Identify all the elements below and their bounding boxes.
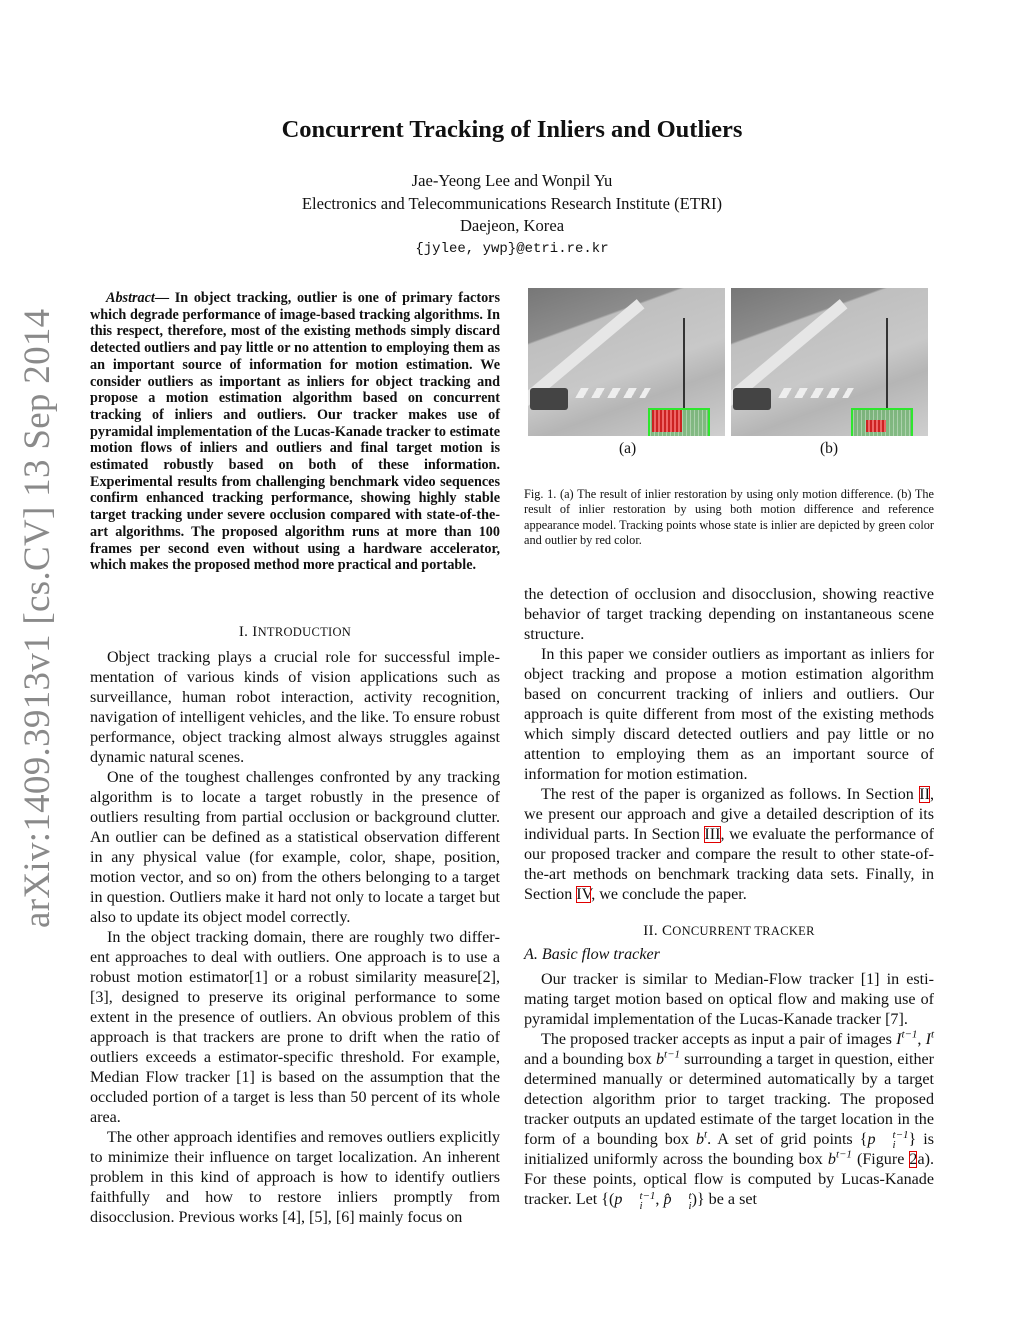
text-run: , (655, 1191, 664, 1209)
figure-1a-image (528, 288, 725, 436)
paragraph (90, 648, 500, 768)
math-symbol: $b^{t-1}$ (827, 1148, 852, 1169)
figure-label-b: (b) (820, 440, 839, 457)
affiliation: Electronics and Telecommunications Research Institute (ETRI) (301, 193, 723, 213)
text-run: , we conclude the paper. (591, 886, 747, 903)
cross-reference-link[interactable]: IV (576, 886, 592, 903)
paragraph (524, 585, 934, 645)
text-run: , we evaluate the performance of our proposed tracker and compare the result to other state-of-the-art methods on benchmark tracking data sets. Finally, in Section (524, 826, 934, 903)
math-symbol: p t−1 i (867, 1129, 909, 1152)
section-introduction (90, 622, 500, 1228)
paragraph (90, 1128, 500, 1228)
text-run: , (917, 1031, 926, 1048)
math-symbol: p t−1 i (614, 1189, 656, 1212)
right-column (524, 585, 934, 1211)
cross-reference-link[interactable]: 2 (909, 1151, 918, 1169)
text-run: (Figure (851, 1151, 910, 1169)
text-run: The other approach identifies and removes outliers explicitly to minimize their influence on target localization. An inherent problem in this kind of approach is how to identify outliers faithfully and how to restore inliers promptly from disocclusion. Previous works [4], [5], [6] mainly focus on (90, 1129, 500, 1226)
cross-reference-link[interactable]: III (704, 826, 721, 843)
figure-1 (528, 288, 932, 438)
paragraph (90, 928, 500, 1128)
text-run: Object tracking plays a crucial role for successful implementation of various kinds of vision applications such as surveillance, human robot interaction, activity recognition, navigation of intelligent vehicles, and the like. To ensure robust performance, object tracking almost always struggles against dynamic natural scenes. (90, 649, 500, 766)
paragraph (524, 645, 934, 785)
paper-title: Concurrent Tracking of Inliers and Outliers (281, 116, 743, 143)
math-symbol: $I^t$ (925, 1028, 935, 1048)
text-run: Our tracker is similar to Median-Flow tracker [1] in estimating target motion based on optical flow and making use of pyramidal implementation of the Lucas-Kanade tracker [7]. (524, 971, 934, 1028)
location: Daejeon, Korea (459, 216, 565, 235)
text-run: In this paper we consider outliers as important as inliers for object tracking and propose a motion estimation algorithm based on concurrent tracking of inliers and outliers. Our approach is quite different from most of the existing methods which simply discard detected outliers and pay little or no attention to employing them as an important source of information for motion estimation. (524, 646, 934, 783)
text-run: In the object tracking domain, there are roughly two different approaches to deal with outliers. One approach is to use a robust motion estimator[1] or a robust similarity measure[2], [3], designed to preserve its original performance to some extent in the presence of outliers. An obvious problem of this approach is that trackers are prone to drift when the ratio of outliers exceeds a estimator-specific threshold. For example, Median Flow tracker [1] is based on the assumption that the occluded portion of a target is less than 50 percent of its whole area. (90, 929, 500, 1126)
text-run: a). For these points, optical flow is computed by Lucas-Kanade tracker. Let {( (524, 1151, 934, 1209)
text-run: } is initialized uniformly across the bounding box (524, 1131, 934, 1169)
math-symbol: $b^t$ (695, 1128, 708, 1148)
paragraph (524, 1030, 934, 1211)
text-run: . A set of grid points { (707, 1131, 868, 1148)
cross-reference-link[interactable]: II (919, 786, 930, 803)
arxiv-stamp: arXiv:1409.3913v1 [cs.CV] 13 Sep 2014 (17, 308, 58, 928)
figure-1b-image (731, 288, 928, 436)
email: {jylee, ywp}@etri.re.kr (415, 240, 609, 257)
abstract-text: — In object tracking, outlier is one of primary factors which degrade performance of image-based tracking algorithms. In this respect, therefore, most of the existing methods simply discard detected outliers and pay little or no attention to employing them as an important source of information for motion estimation. We consider outliers as important as inliers for object tracking and propose a motion estimation algorithm based on concurrent tracking of inliers and outliers. Our tracker makes use of pyramidal implementation of the Lucas-Kanade tracker to estimate motion flows of inliers and outliers and final target motion is estimated robustly based on both of these information. Experimental results from challenging benchmark video sequences confirm enhanced tracking performance, showing highly stable target tracking under severe occlusion compared with state-of-the-art algorithms. The proposed algorithm runs at more than 100 frames per second even without using a hardware accelerator, which makes the proposed method more practical and portable. (90, 290, 500, 574)
abstract (90, 290, 500, 574)
math-symbol: $I^{t-1}$ (896, 1028, 918, 1048)
text-run: , we present our approach and give a detailed description of its individual parts. In Section (524, 786, 934, 843)
section-heading: I. INTRODUCTION (238, 624, 352, 640)
math-symbol: p̂ t i (663, 1189, 692, 1212)
text-run: the detection of occlusion and disocclusion, showing reactive behavior of target tracking depending on instantaneous scene structure. (524, 586, 934, 643)
abstract-label: Abstract (106, 290, 155, 306)
outlier-points (866, 420, 886, 432)
authors: Jae-Yeong Lee and Wonpil Yu (411, 171, 613, 190)
text-run: The proposed tracker accepts as input a pair of images (541, 1031, 897, 1048)
author-block (0, 170, 1024, 260)
paragraph (524, 970, 934, 1030)
figure-label-a: (a) (619, 440, 637, 457)
text-run: The rest of the paper is organized as follows. In Section (541, 786, 920, 803)
paragraph (90, 768, 500, 928)
text-run: surrounding a target in question, either determined manually or determined automatically by a target detection algorithm prior to target tracking. The proposed tracker outputs an updated estimate of the target location in the form of a bounding box (524, 1051, 934, 1148)
figure-caption: Fig. 1. (a) The result of inlier restoration by using only motion difference. (b) The result of inlier restoration by using both motion difference and reference appearance model. Tracking points whose state is inlier are depicted by green color and outlier by red color. (524, 487, 934, 547)
paragraph (524, 785, 934, 905)
math-symbol: $b^{t-1}$ (655, 1048, 681, 1068)
outlier-points (652, 410, 682, 432)
subsection-heading: A. Basic flow tracker (524, 946, 660, 963)
text-run: and a bounding box (524, 1051, 656, 1068)
section-heading: II. CONCURRENT TRACKER (643, 923, 815, 939)
text-run: )} be a set (691, 1191, 757, 1209)
text-run: One of the toughest challenges confronted by any tracking algorithm is to locate a target robustly in the presence of outliers resulting from partial occlusion or background clutter. An outlier can be defined as a statistical observation different in any physical value (for example, color, shape, position, motion vector, and so on) from the others belonging to a target in question. Outliers make it hard not only to locate a target but also to update its object model correctly. (90, 769, 500, 926)
